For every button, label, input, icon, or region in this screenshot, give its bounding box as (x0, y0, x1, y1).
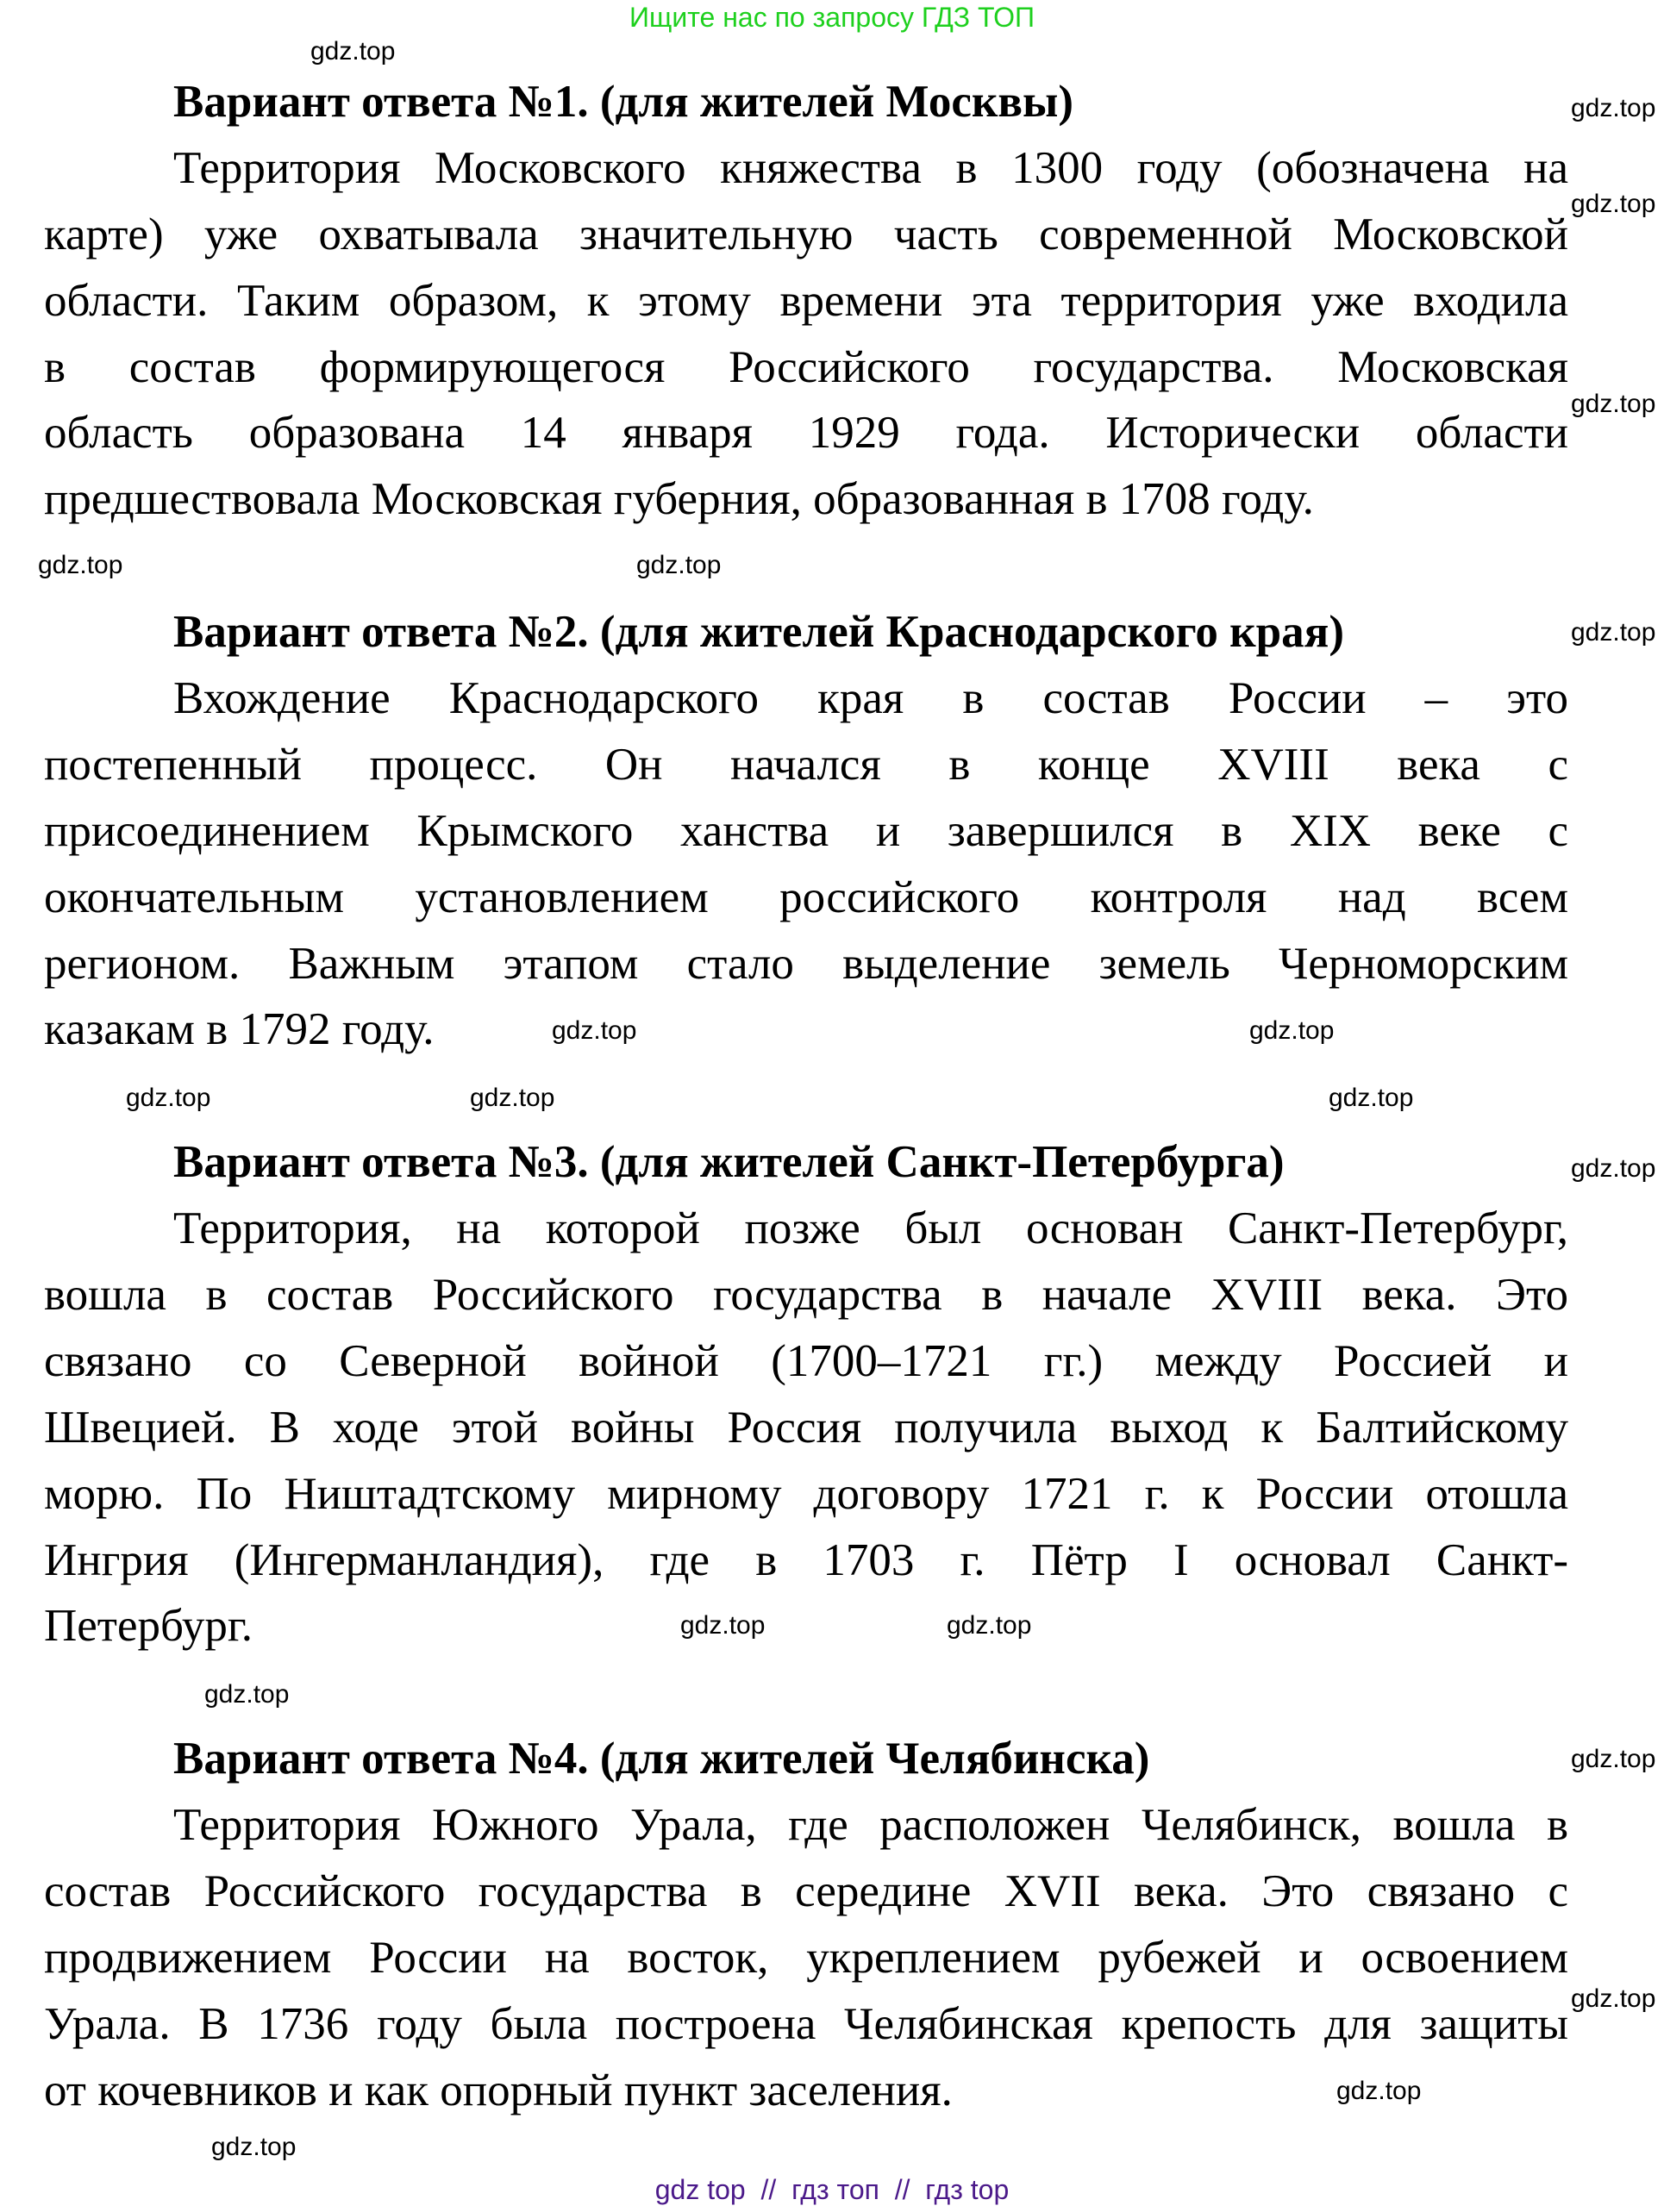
paragraph-line-row (44, 135, 1568, 202)
paragraph-line: область образована 14 января 1929 года. Исторически области (44, 408, 1568, 459)
watermark-text: gdz.top (1571, 1745, 1656, 1773)
answer-heading-row (44, 69, 1568, 135)
paragraph-line: Петербург. (44, 1601, 253, 1652)
paragraph-line-row (44, 1925, 1568, 1991)
paragraph-line: предшествовала Московская губерния, образованная в 1708 году. (44, 474, 1314, 525)
paragraph-line: карте) уже охватывала значительную часть современной Московской (44, 209, 1568, 259)
watermark-text: gdz.top (1571, 390, 1656, 418)
paragraph-line: окончательным установлением российского контроля над всем (44, 872, 1568, 922)
watermark-text: gdz.top (126, 1084, 211, 1112)
watermark-text: gdz.top (1571, 618, 1656, 647)
watermark-text: gdz.top (1571, 94, 1656, 122)
paragraph-line: Швецией. В ходе этой войны Россия получила выход к Балтийскому (44, 1402, 1568, 1453)
answer-heading-row (44, 1129, 1568, 1196)
answer-heading: Вариант ответа №3. (для жителей Санкт-Петербурга) (173, 1137, 1285, 1188)
paragraph-line: присоединением Крымского ханства и завершился в XIX веке с (44, 805, 1568, 856)
paragraph-line: связано со Северной войной (1700–1721 гг.) между Россией и (44, 1335, 1568, 1386)
paragraph-line-row (44, 1262, 1568, 1328)
watermark-text: gdz.top (680, 1611, 766, 1640)
paragraph-line-row (44, 1528, 1568, 1594)
paragraph-line: от кочевников и как опорный пункт заселения. (44, 2065, 953, 2115)
watermark-text: gdz.top (1571, 190, 1656, 218)
answer-heading-row (44, 599, 1568, 665)
paragraph-line-row (44, 865, 1568, 931)
paragraph-line: Территория, на которой позже был основан Санкт-Петербург, (173, 1203, 1568, 1254)
paragraph-line-row (44, 1991, 1568, 2058)
paragraph-line: казакам в 1792 году. (44, 1004, 435, 1055)
watermark-text: gdz.top (636, 551, 722, 579)
answer-heading: Вариант ответа №1. (для жителей Москвы) (173, 77, 1074, 127)
paragraph-line: Ингрия (Ингерманландия), где в 1703 г. Пётр I основал Санкт- (44, 1534, 1568, 1585)
paragraph-line: области. Таким образом, к этому времени эта территория уже входила (44, 275, 1568, 326)
paragraph-line: Территория Южного Урала, где расположен Челябинск, вошла в (173, 1800, 1568, 1851)
paragraph-line-row (44, 1792, 1568, 1859)
watermark-text: gdz.top (38, 551, 123, 579)
paragraph-line-row (44, 798, 1568, 865)
watermark-text: gdz.top (1571, 1984, 1656, 2013)
watermark-text: gdz.top (470, 1084, 555, 1112)
watermark-text: gdz.top (1336, 2077, 1422, 2105)
paragraph-line-row (44, 400, 1568, 466)
paragraph-line: морю. По Ништадтскому мирному договору 1721 г. к России отошла (44, 1468, 1568, 1519)
paragraph-line: в состав формирующегося Российского государства. Московская (44, 341, 1568, 392)
answer-heading: Вариант ответа №2. (для жителей Краснодарского края) (173, 607, 1344, 658)
paragraph-line-row (44, 931, 1568, 997)
section-spacer (44, 533, 1568, 599)
paragraph-line-row (44, 997, 1568, 1063)
paragraph-line: регионом. Важным этапом стало выделение земель Черноморским (44, 938, 1568, 989)
paragraph-line: вошла в состав Российского государства в начале XVIII века. Это (44, 1270, 1568, 1321)
paragraph-line: Территория Московского княжества в 1300 году (обозначена на (173, 142, 1568, 193)
watermark-text: gdz.top (204, 1680, 290, 1709)
paragraph-line-row (44, 732, 1568, 798)
answer-heading-row (44, 1726, 1568, 1792)
answer-heading: Вариант ответа №4. (для жителей Челябинска) (173, 1734, 1150, 1784)
paragraph-line-row (44, 1328, 1568, 1395)
paragraph-line-row (44, 268, 1568, 334)
watermark-text: gdz.top (947, 1611, 1032, 1640)
paragraph-line-row (44, 1593, 1568, 1659)
paragraph-line-row (44, 334, 1568, 401)
watermark-text: gdz.top (1329, 1084, 1414, 1112)
paragraph-line-row (44, 1461, 1568, 1528)
paragraph-line-row (44, 1859, 1568, 1925)
paragraph-line-row (44, 665, 1568, 732)
watermark-text: gdz.top (1249, 1016, 1335, 1045)
search-banner: Ищите нас по запросу ГДЗ ТОП (629, 2, 1035, 33)
paragraph-line-row (44, 466, 1568, 533)
watermark-text: gdz.top (552, 1016, 637, 1045)
watermark-text: gdz.top (310, 37, 396, 66)
paragraph-line: Вхождение Краснодарского края в состав России – это (173, 673, 1568, 724)
paragraph-line: продвижением России на восток, укреплением рубежей и освоением (44, 1932, 1568, 1983)
paragraph-line-row (44, 1395, 1568, 1461)
paragraph-line: Урала. В 1736 году была построена Челябинская крепость для защиты (44, 1998, 1568, 2049)
paragraph-line: состав Российского государства в середине XVII века. Это связано с (44, 1866, 1568, 1917)
paragraph-line-row (44, 202, 1568, 268)
watermark-text: gdz.top (1571, 1154, 1656, 1183)
paragraph-line: постепенный процесс. Он начался в конце XVIII века с (44, 739, 1568, 790)
paragraph-line-row (44, 1196, 1568, 1262)
footer-watermark: gdz top // гдз топ // гдз top (654, 2174, 1010, 2205)
watermark-text: gdz.top (211, 2133, 297, 2161)
